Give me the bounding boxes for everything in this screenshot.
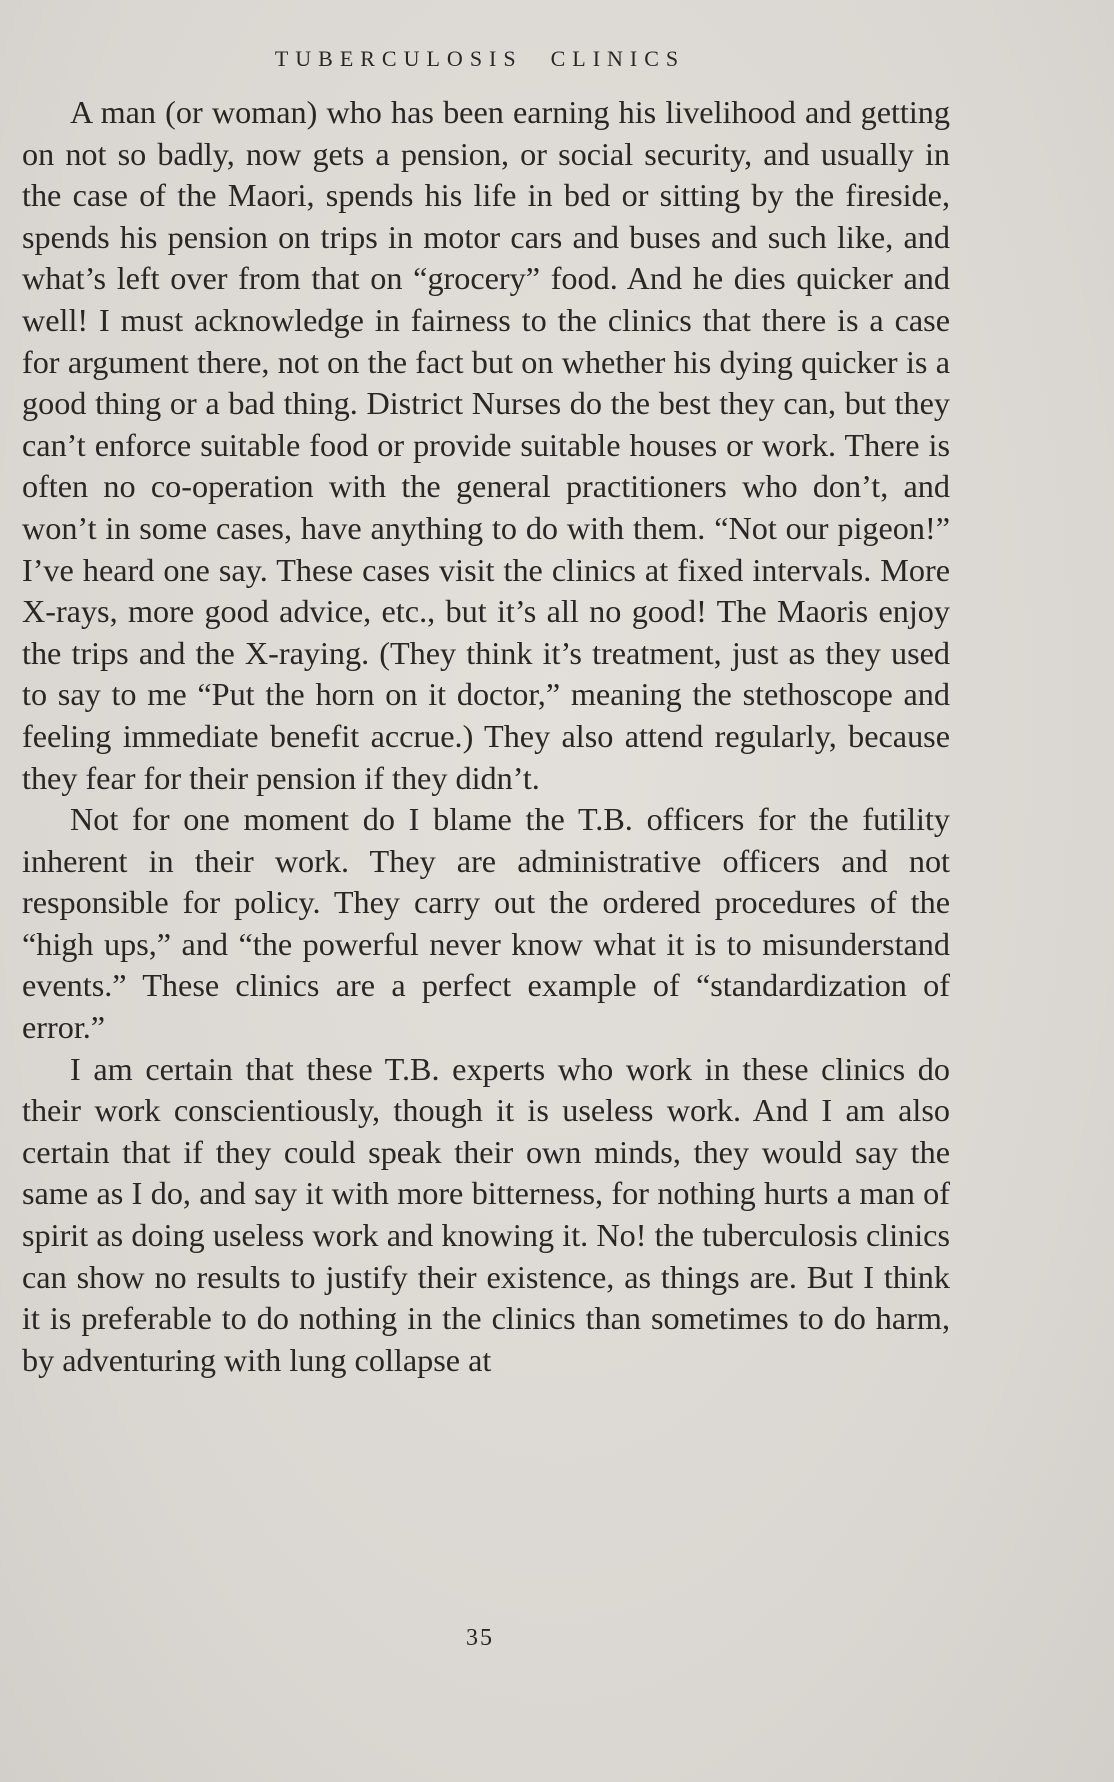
paragraph-1: A man (or woman) who has been earning his livelihood and getting on not so badly, now gets a pension, or social security, and usually in the case of the Maori, spends his life in bed or sitting by the fireside, spends his pension on trips in motor cars and buses and such like, and what’s left over from that on “grocery” food. And he dies quicker and well! I must acknowledge in fairness to the clinics that there is a case for argument there, not on the fact but on whether his dying quicker is a good thing or a bad thing. District Nurses do the best they can, but they can’t enforce suitable food or provide suitable houses or work. There is often no co-operation with the general practitioners who don’t, and won’t in some cases, have anything to do with them. “Not our pigeon!” I’ve heard one say. These cases visit the clinics at fixed intervals. More X-rays, more good advice, etc., but it’s all no good! The Maoris enjoy the trips and the X-raying. (They think it’s treatment, just as they used to say to me “Put the horn on it doctor,” meaning the stethoscope and feeling immediate benefit accrue.) They also attend regularly, because they fear for their pension if they didn’t. — [22, 94, 950, 796]
running-head — [0, 46, 960, 72]
running-head-right: CLINICS — [550, 46, 686, 71]
running-head-left: TUBERCULOSIS — [274, 46, 523, 71]
body-text — [22, 92, 950, 1381]
paragraph-2: Not for one moment do I blame the T.B. officers for the futility inherent in their work. They are administrative officers and not responsible for policy. They carry out the ordered procedures of the “high ups,” and “the powerful never know what it is to misunderstand events.” These clinics are a perfect example of “standardization of error.” — [22, 801, 950, 1046]
paragraph-3: I am certain that these T.B. experts who work in these clinics do their work conscientiously, though it is useless work. And I am also certain that if they could speak their own minds, they would say the same as I do, and say it with more bitterness, for nothing hurts a man of spirit as doing useless work and knowing it. No! the tuberculosis clinics can show no results to justify their existence, as things are. But I think it is preferable to do nothing in the clinics than sometimes to do harm, by adventuring with lung collapse at — [22, 1050, 950, 1378]
page-number: 35 — [466, 1625, 494, 1651]
